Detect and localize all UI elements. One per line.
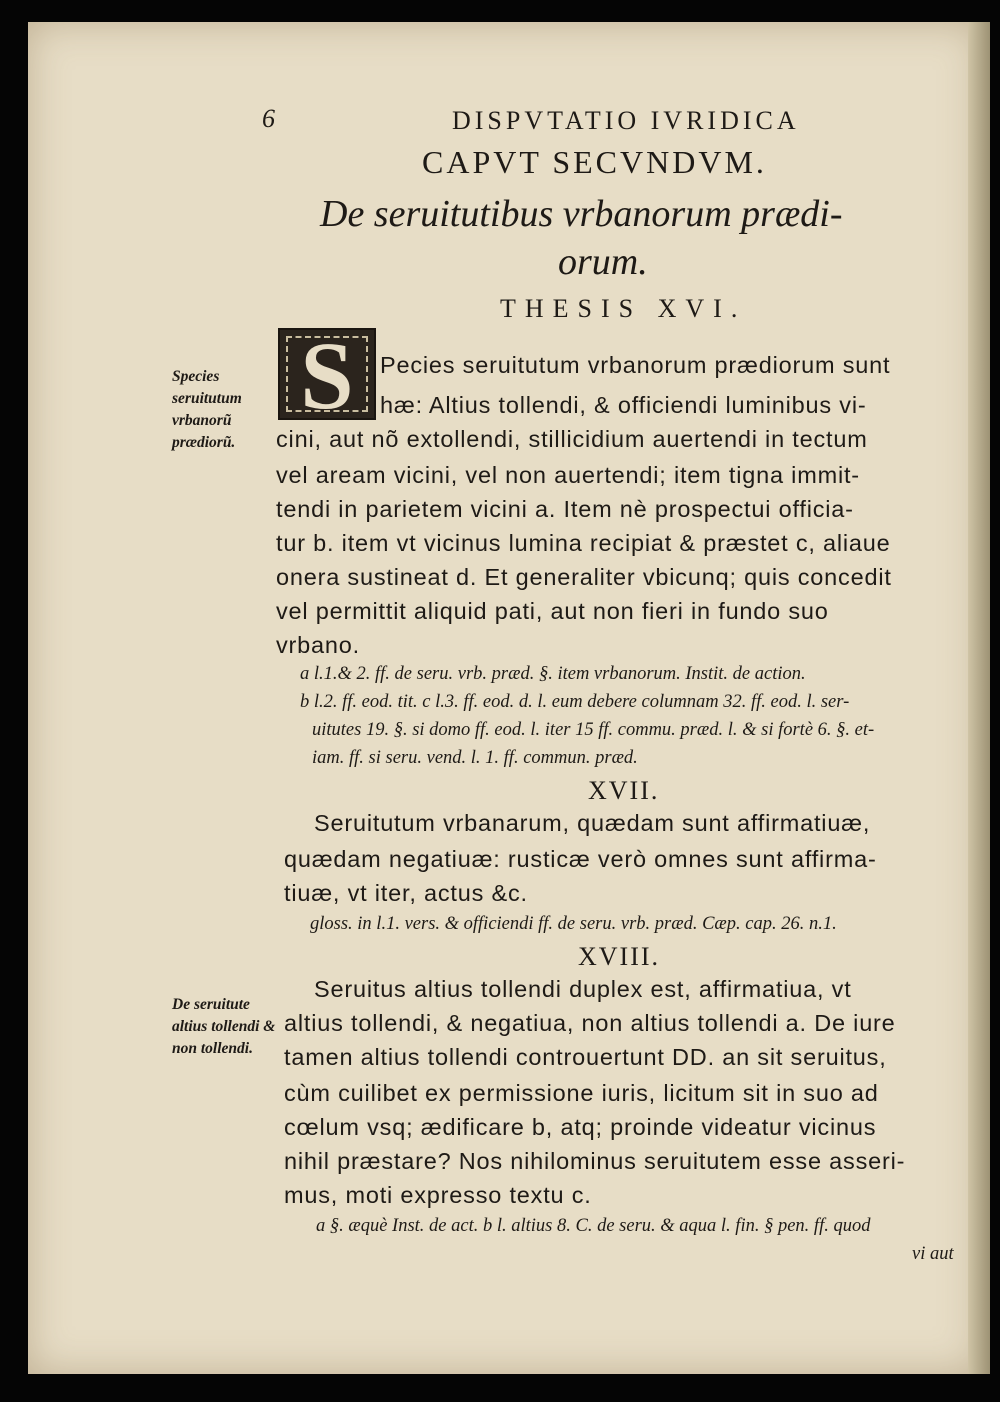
thesis18-line: Seruitus altius tollendi duplex est, affirmatiua, vt xyxy=(314,976,852,1002)
chapter-subtitle-line1: De seruitutibus vrbanorum prædi- xyxy=(320,193,843,235)
thesis16-line: hæ: Altius tollendi, & officiendi luminibus vi- xyxy=(380,392,867,418)
thesis16-note: a l.1.& 2. ff. de seru. vrb. præd. §. item vrbanorum. Instit. de action. xyxy=(300,664,806,684)
thesis17-line: quædam negatiuæ: rusticæ verò omnes sunt affirma- xyxy=(284,846,877,872)
margin-note-species: Species seruitutum vrbanorũ prædiorũ. xyxy=(172,368,242,451)
initial-letter: S xyxy=(300,322,354,429)
thesis16-line: vel permittit aliquid pati, aut non fieri in fundo suo xyxy=(276,598,829,624)
thesis18-line: cœlum vsq; ædificare b, atq; proinde videatur vicinus xyxy=(284,1114,877,1140)
running-title: DISPVTATIO IVRIDICA xyxy=(452,106,800,135)
thesis18-line: nihil præstare? Nos nihilominus seruitutem esse asseri- xyxy=(284,1148,906,1174)
thesis16-note: iam. ff. si seru. vend. l. 1. ff. commun. præd. xyxy=(312,748,638,768)
thesis17-line: tiuæ, vt iter, actus &c. xyxy=(284,880,528,906)
margin-note-altius: De seruitute altius tollendi & non tollendi. xyxy=(172,996,276,1057)
thesis18-note: a §. æquè Inst. de act. b l. altius 8. C. de seru. & aqua l. fin. § pen. ff. quod xyxy=(316,1216,871,1236)
thesis18-line: cùm cuilibet ex permissione iuris, licitum sit in suo ad xyxy=(284,1080,879,1106)
thesis18-note-catchword: vi aut xyxy=(912,1244,954,1264)
chapter-title: CAPVT SECVNDVM. xyxy=(422,144,767,180)
thesis17-line: Seruitutum vrbanarum, quædam sunt affirmatiuæ, xyxy=(314,810,871,836)
decorated-initial xyxy=(278,322,376,429)
thesis16-line: tur b. item vt vicinus lumina recipiat & præstet c, aliaue xyxy=(276,530,891,556)
thesis16-line: Pecies seruitutum vrbanorum prædiorum sunt xyxy=(380,352,891,378)
thesis16-note: b l.2. ff. eod. tit. c l.3. ff. eod. d. l. eum debere columnam 32. ff. eod. l. ser- xyxy=(300,692,850,712)
thesis17-note: gloss. in l.1. vers. & officiendi ff. de seru. vrb. præd. Cæp. cap. 26. n.1. xyxy=(310,914,837,934)
page-number: 6 xyxy=(262,104,275,133)
thesis16-line: vel aream vicini, vel non auertendi; item tigna immit- xyxy=(276,462,860,488)
chapter-subtitle-line2: orum. xyxy=(558,241,648,283)
thesis-heading: THESIS XVI. xyxy=(500,294,747,323)
thesis16-note: uitutes 19. §. si domo ff. eod. l. iter 15 ff. commu. præd. l. & si fortè 6. §. et- xyxy=(312,720,875,740)
thesis16-line: vrbano. xyxy=(276,632,360,658)
thesis18-line: altius tollendi, & negatiua, non altius tollendi a. De iure xyxy=(284,1010,896,1036)
thesis16-line: cini, aut nõ extollendi, stillicidium auertendi in tectum xyxy=(276,426,868,452)
page-right-edge xyxy=(968,22,990,1374)
thesis18-number: XVIII. xyxy=(578,942,661,971)
thesis16-line: tendi in parietem vicini a. Item nè prospectui officia- xyxy=(276,496,854,522)
thesis18-line: mus, moti expresso textu c. xyxy=(284,1182,592,1208)
thesis18-line: tamen altius tollendi controuertunt DD. an sit seruitus, xyxy=(284,1044,887,1070)
thesis16-line: onera sustineat d. Et generaliter vbicunq; quis concedit xyxy=(276,564,892,590)
thesis17-number: XVII. xyxy=(588,776,660,805)
